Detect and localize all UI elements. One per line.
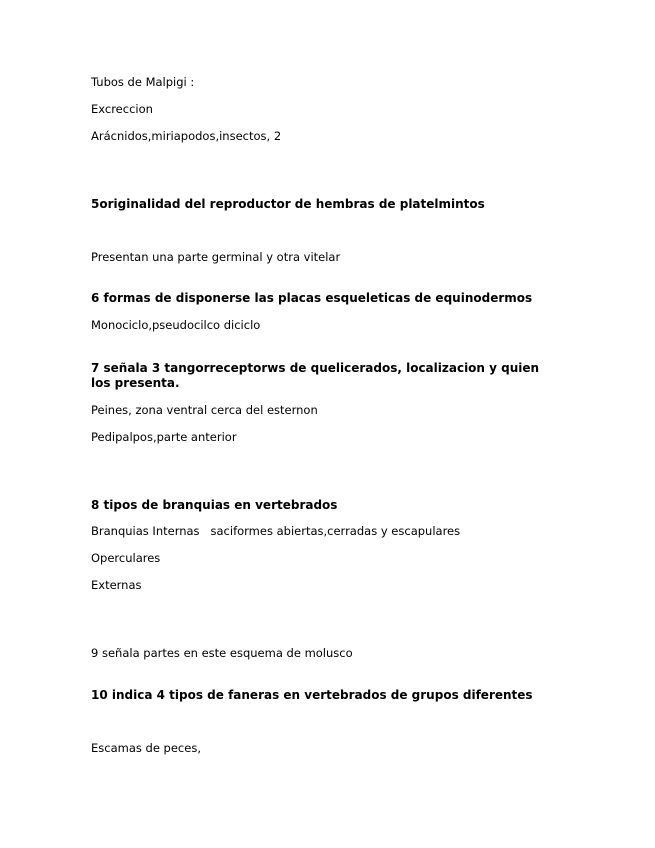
question-heading: 10 indica 4 tipos de faneras en vertebrados de grupos diferentes <box>91 688 533 702</box>
text-line: Pedipalpos,parte anterior <box>91 430 237 444</box>
question-heading: 7 señala 3 tangorreceptorws de quelicerados, localizacion y quien los presenta. <box>91 361 540 390</box>
question-heading: 6 formas de disponerse las placas esqueleticas de equinodermos <box>91 291 533 305</box>
text-line: Operculares <box>91 551 161 565</box>
text-line: Arácnidos,miriapodos,insectos, 2 <box>91 129 282 143</box>
text-line: 9 señala partes en este esquema de molusco <box>91 646 353 660</box>
question-heading: 5originalidad del reproductor de hembras de platelmintos <box>91 197 485 211</box>
text-line: Presentan una parte germinal y otra vitelar <box>91 250 341 264</box>
text-line: Peines, zona ventral cerca del esternon <box>91 403 318 417</box>
question-heading: 8 tipos de branquias en vertebrados <box>91 498 338 512</box>
text-line: Tubos de Malpigi : <box>91 75 195 89</box>
text-line: Branquias Internas saciformes abiertas,cerradas y escapulares <box>91 524 461 538</box>
text-line: Monociclo,pseudocilco diciclo <box>91 318 261 332</box>
text-line: Escamas de peces, <box>91 741 201 755</box>
text-line: Excreccion <box>91 102 153 116</box>
text-line: Externas <box>91 578 142 592</box>
